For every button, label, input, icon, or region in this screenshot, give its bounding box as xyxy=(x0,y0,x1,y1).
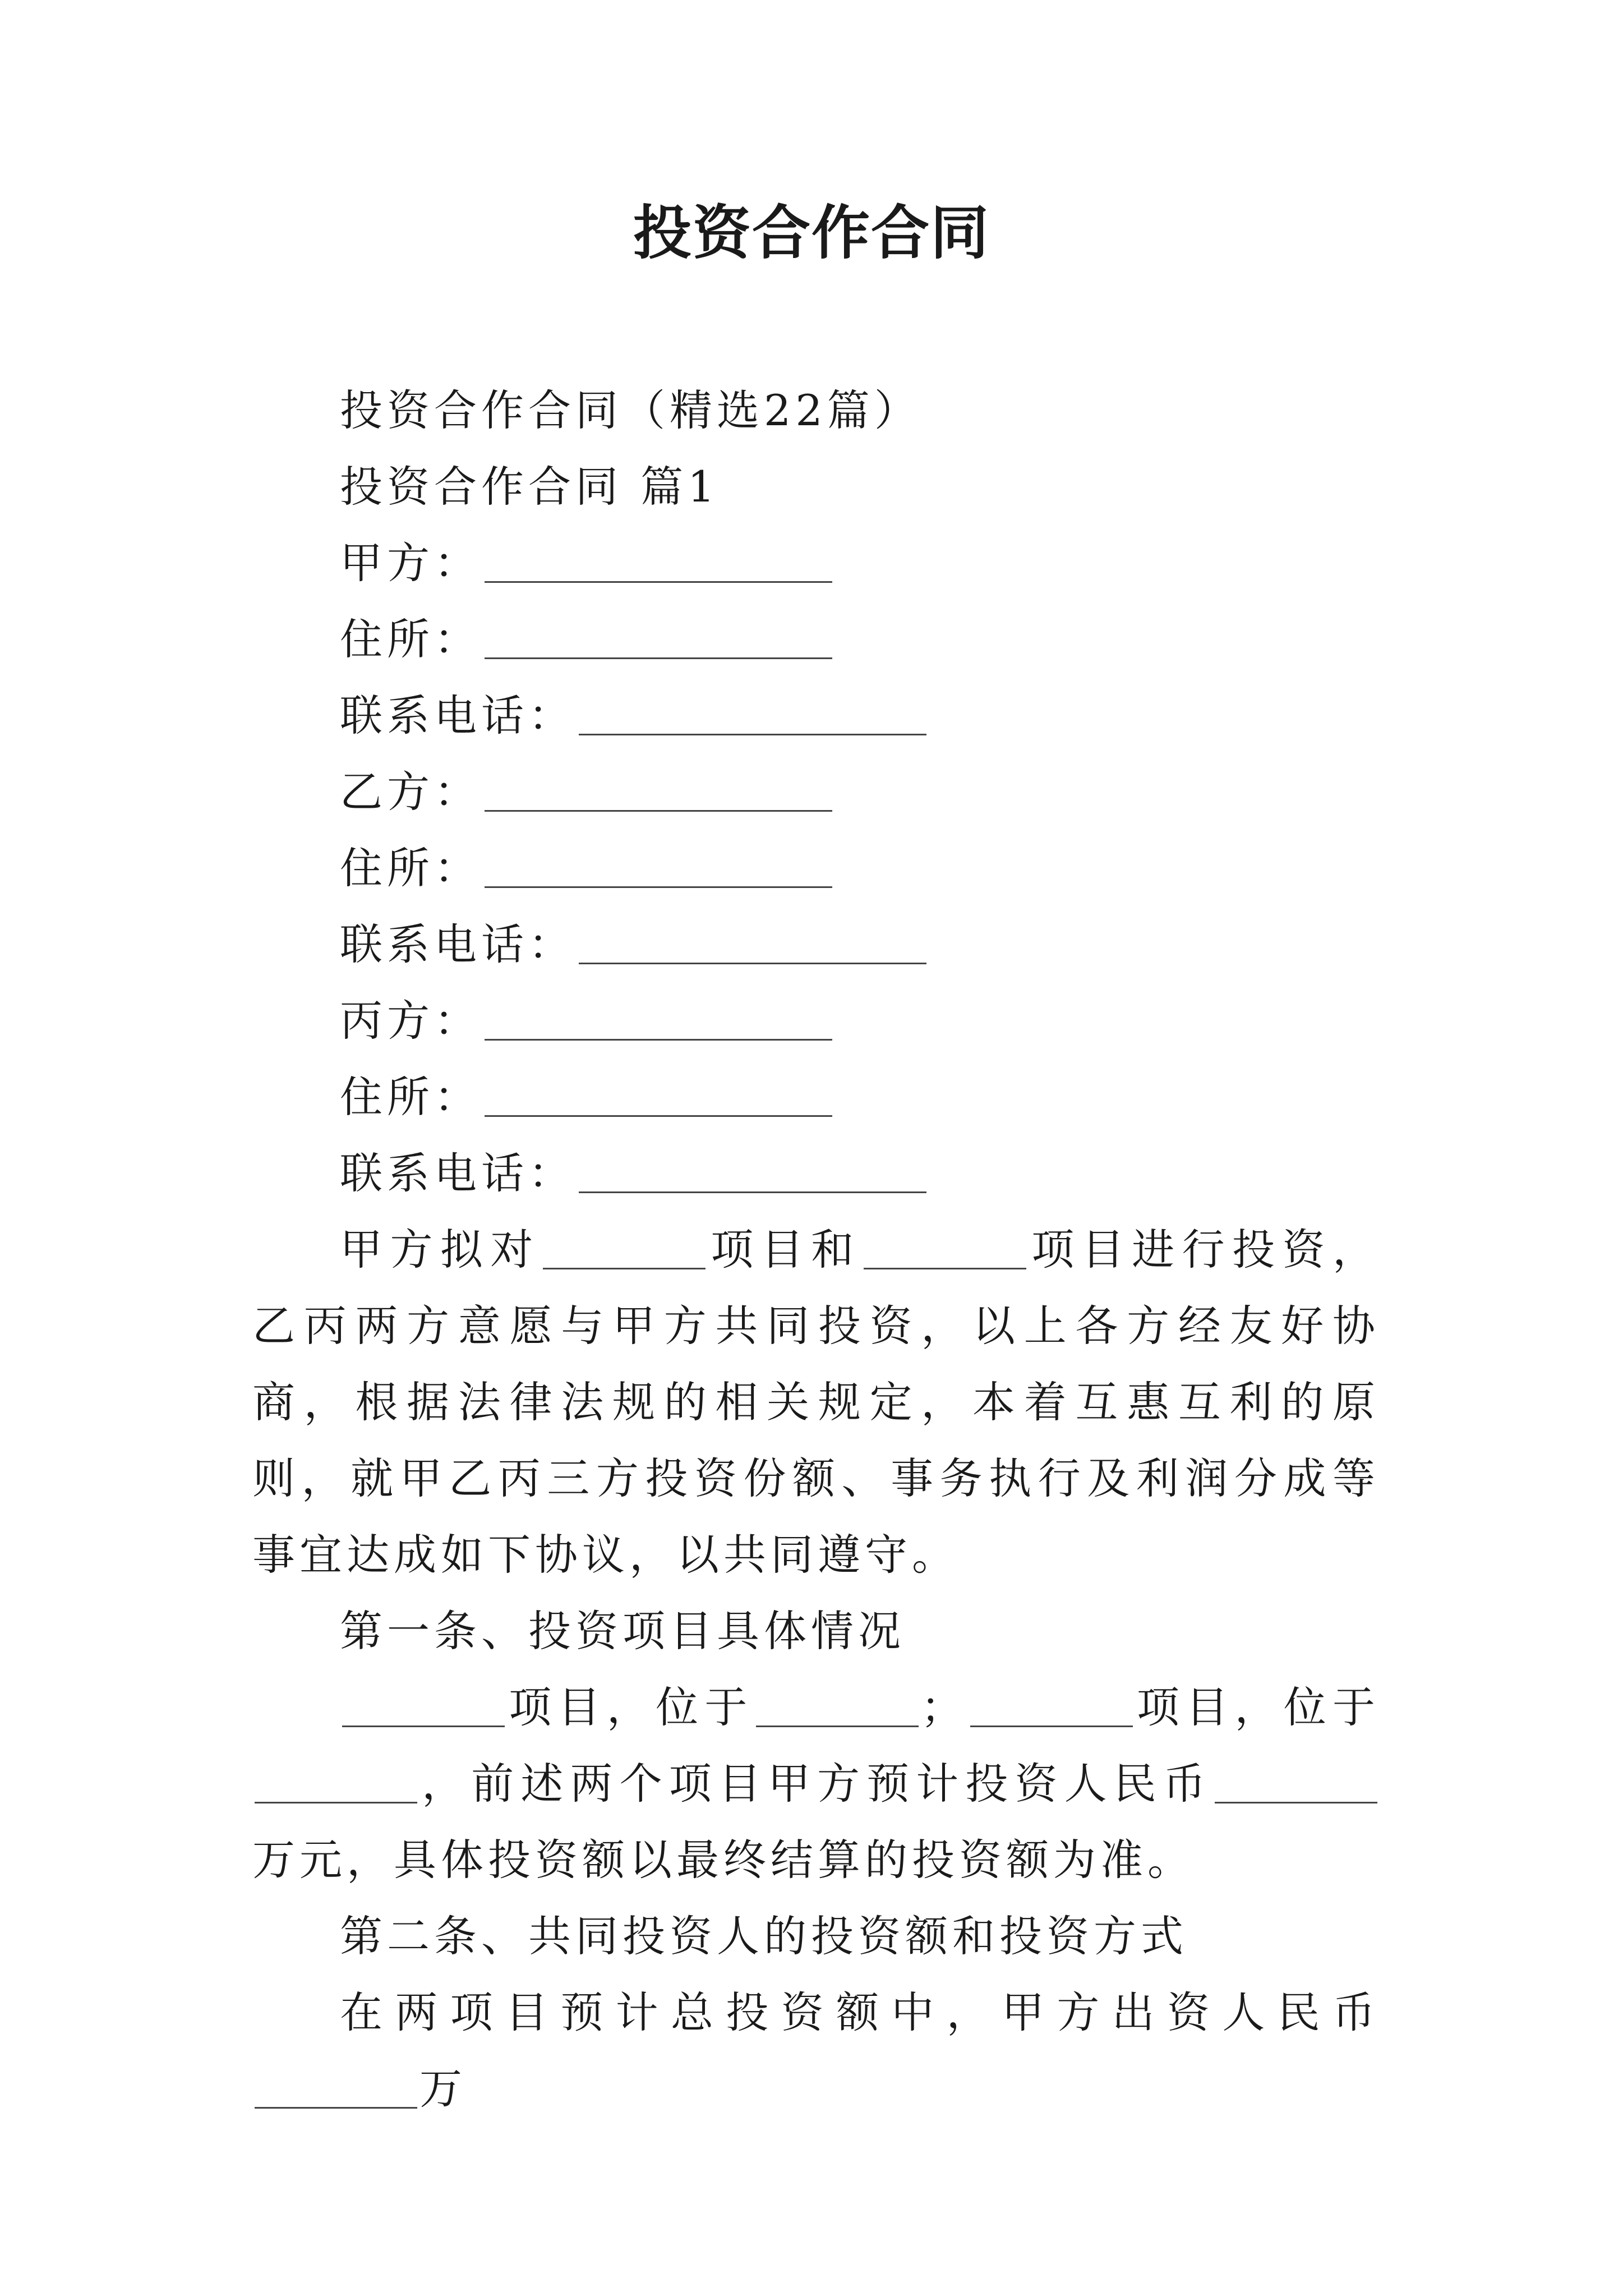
document-title: 投资合作合同 xyxy=(633,198,990,267)
article-1-blank-4 xyxy=(255,1761,417,1803)
party-b-phone-blank xyxy=(579,922,926,964)
article-1-text-4: ，前述两个项目甲方预计投资人民币 xyxy=(419,1759,1212,1809)
intro-text-3: 项目进行投资，乙丙两方意愿与甲方共同投资，以上各方经友好协商，根据法律法规的相关规定，本着互惠互利的原则，就甲乙丙三方投资份额、事务执行及利润分成等事宜达成如下协议，以共同遵守。 xyxy=(252,1225,1380,1580)
intro-text-2: 项目和 xyxy=(707,1225,861,1274)
party-a-blank xyxy=(485,541,832,583)
party-c-address-label: 住所： xyxy=(340,1072,481,1122)
article-1-text-2: ； xyxy=(920,1682,968,1732)
article-1-blank-1 xyxy=(342,1685,505,1727)
article-2-blank-1 xyxy=(255,2067,417,2109)
party-a-phone-line xyxy=(340,678,1380,754)
party-b-label: 乙方： xyxy=(340,767,481,817)
party-a-phone-label: 联系电话： xyxy=(340,691,575,740)
section-heading: 投资合作合同 篇1 xyxy=(340,462,720,512)
party-c-line xyxy=(340,983,1380,1059)
article-1-paragraph xyxy=(252,1669,1380,1898)
article-1-blank-5 xyxy=(1215,1761,1377,1803)
party-b-address-blank xyxy=(485,846,832,888)
party-a-phone-blank xyxy=(579,693,926,735)
party-c-phone-blank xyxy=(579,1151,926,1193)
intro-blank-1 xyxy=(543,1227,706,1269)
party-b-address-label: 住所： xyxy=(340,843,481,893)
party-b-blank xyxy=(485,770,832,812)
intro-text-1: 甲方拟对 xyxy=(340,1225,541,1274)
document-subtitle: 投资合作合同（精选22篇） xyxy=(340,385,921,435)
party-c-address-line xyxy=(340,1059,1380,1135)
article-1-text-5: 万元，具体投资额以最终结算的投资额为准。 xyxy=(252,1835,1195,1885)
article-1-text-3: 项目，位于 xyxy=(1135,1682,1380,1732)
article-2-paragraph xyxy=(252,1975,1380,2127)
intro-blank-2 xyxy=(864,1227,1026,1269)
party-b-line xyxy=(340,754,1380,830)
party-c-label: 丙方： xyxy=(340,996,481,1046)
party-b-phone-label: 联系电话： xyxy=(340,919,575,969)
article-1-text-1: 项目，位于 xyxy=(507,1682,754,1732)
party-a-address-blank xyxy=(485,617,832,659)
party-b-address-line xyxy=(340,830,1380,907)
party-c-address-blank xyxy=(485,1075,832,1117)
document-body xyxy=(252,372,1380,2127)
party-a-address-line xyxy=(340,601,1380,678)
article-2-text-1: 在两项目预计总投资额中，甲方出资人民币 xyxy=(340,1987,1380,2037)
article-2-heading: 第二条、共同投资人的投资额和投资方式 xyxy=(340,1911,1188,1961)
article-1-heading: 第一条、投资项目具体情况 xyxy=(340,1606,905,1656)
article-2-text-2: 万 xyxy=(419,2064,467,2114)
party-c-blank xyxy=(485,999,832,1041)
article-1-blank-3 xyxy=(970,1685,1133,1727)
party-b-phone-line xyxy=(340,907,1380,983)
intro-paragraph xyxy=(252,1212,1380,1593)
article-1-blank-2 xyxy=(756,1685,919,1727)
party-c-phone-label: 联系电话： xyxy=(340,1148,575,1198)
party-c-phone-line xyxy=(340,1135,1380,1212)
party-a-line xyxy=(340,525,1380,601)
party-a-address-label: 住所： xyxy=(340,614,481,664)
party-a-label: 甲方： xyxy=(340,538,481,588)
